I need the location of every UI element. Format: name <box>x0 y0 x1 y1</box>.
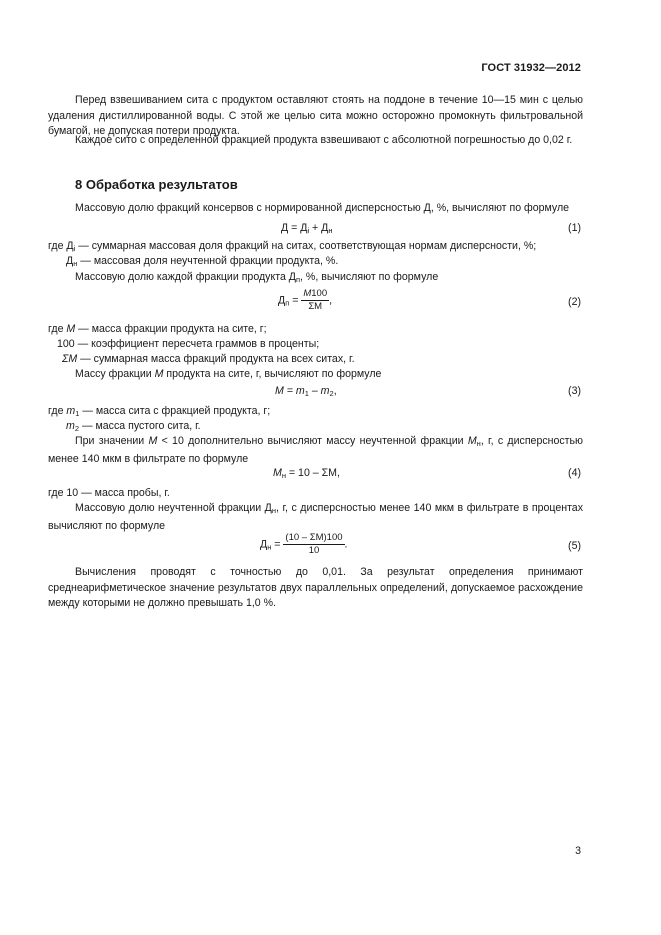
formula-2-number: (2) <box>568 296 581 308</box>
where-2b: 100 — коэффициент пересчета граммов в проценты; <box>57 338 320 350</box>
text-mass-fraction: Массовую долю фракций консервов с нормированной дисперсностью Д, %, вычисляют по формуле <box>75 202 570 214</box>
where-2a: где M — масса фракции продукта на сите, г; <box>48 323 267 335</box>
formula-3-body: $M = m_1 - m_2$, <box>275 385 337 398</box>
formula-5-number: (5) <box>568 540 581 552</box>
where-3a: где $m_1$ — масса сита с фракцией продукта, г; <box>48 405 271 418</box>
text-each-fraction: Массовую долю каждой фракции продукта $Д_п$, %, вычисляют по формуле <box>75 271 439 284</box>
formula-2-body: $Д_п$ = $\frac{M100}{\Sigma M}$ , <box>278 288 333 312</box>
formula-1-body: $Д = Д_i + Д_н$ <box>281 222 333 235</box>
formula-2 <box>0 288 661 316</box>
text-fraction-mass: Массу фракции M продукта на сите, г, вычисляют по формуле <box>75 368 382 380</box>
formula-4-number: (4) <box>568 467 581 479</box>
where-1b: $Д_н$ — массовая доля неучтенной фракции продукта, %. <box>66 255 339 268</box>
where-2c: ΣM — суммарная масса фракций продукта на всех ситах, г. <box>62 353 355 365</box>
formula-4-body: $M_н = 10 - \Sigma M$, <box>273 467 340 480</box>
intro-paragraph-1: Перед взвешиванием сита с продуктом оставляют стоять на поддоне в течение 10—15 мин с целью удаления дистиллированной воды. С этой же целью сита можно осторожно промокнуть фильтровальной бумагой, не допуская потери продукта. <box>48 94 583 137</box>
where-4: где 10 — масса пробы, г. <box>48 487 170 499</box>
text-calculation-precision: Вычисления проводят с точностью до 0,01. За результат определения принимают среднеарифметическое значение результатов двух параллельных определений, допускаемое расхождение между которыми не должно превышать 1,0 %. <box>48 566 583 609</box>
text-unaccounted-fraction: При значении M < 10 дополнительно вычисляют массу неучтенной фракции $M_н$, г, с дисперсностью менее 140 мкм в фильтрате по формуле <box>48 435 583 465</box>
formula-1-number: (1) <box>568 222 581 234</box>
text-unaccounted-percent: Массовую долю неучтенной фракции $Д_н$, г, с дисперсностью менее 140 мкм в фильтрате в процентах вычисляют по формуле <box>48 502 583 532</box>
section-heading: 8 Обработка результатов <box>75 177 238 192</box>
intro-paragraph-2: Каждое сито с определенной фракцией продукта взвешивают с абсолютной погрешностью до 0,02 г. <box>75 134 573 146</box>
where-3b: $m_2$ — масса пустого сита, г. <box>66 420 201 433</box>
formula-5-body: $Д_н$ = $\frac{(10 - \Sigma M)100}{10}$ . <box>260 532 348 556</box>
page-number: 3 <box>575 845 581 857</box>
standard-number: ГОСТ 31932—2012 <box>481 62 581 74</box>
formula-3-number: (3) <box>568 385 581 397</box>
where-1a: где $Д_i$ — суммарная массовая доля фракций на ситах, соответствующая нормам дисперсности, %; <box>48 240 537 253</box>
formula-5 <box>0 532 661 560</box>
